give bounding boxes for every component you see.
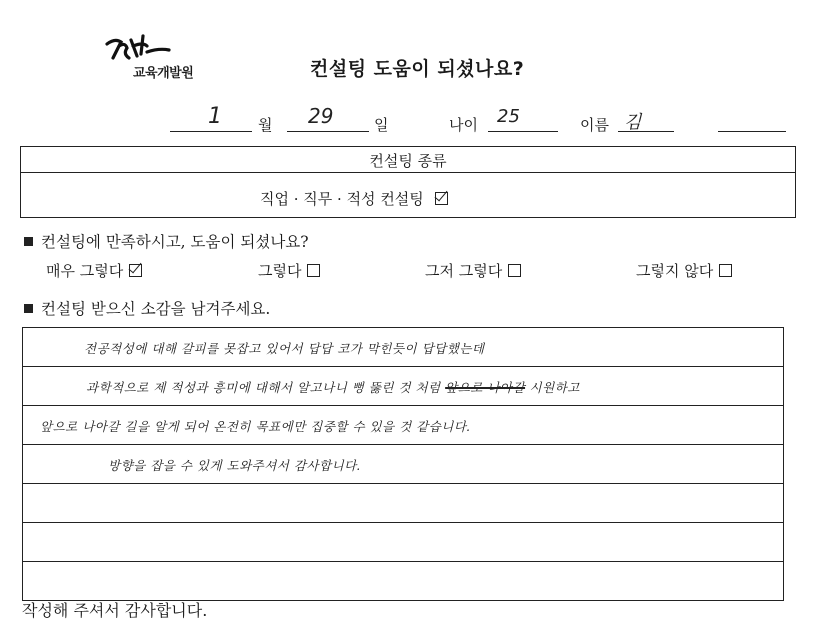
day-value: 29	[308, 104, 334, 128]
page-title: 컨설팅 도움이 되셨나요?	[310, 58, 525, 80]
institute-logo	[103, 32, 223, 82]
checkbox-neutral[interactable]	[508, 264, 521, 277]
name-label: 이름	[580, 116, 609, 134]
consult-type-header: 컨설팅 종류	[369, 152, 447, 170]
feedback-line-4: 방향을 잡을 수 있게 도와주셔서 감사합니다.	[108, 458, 362, 473]
day-label: 일	[374, 116, 389, 134]
consult-type-label: 직업 · 직무 · 적성 컨설팅	[260, 190, 424, 208]
option-very-satisfied[interactable]: 매우 그렇다	[46, 260, 142, 281]
bullet-icon	[24, 304, 33, 313]
question-2	[24, 297, 270, 319]
option-not-satisfied[interactable]: 그렇지 않다	[636, 260, 732, 281]
age-underline	[488, 131, 558, 132]
bullet-icon	[24, 237, 33, 246]
option-neutral[interactable]: 그저 그렇다	[425, 260, 521, 281]
age-label: 나이	[449, 116, 478, 134]
month-label: 월	[258, 116, 273, 134]
question-1	[24, 230, 309, 252]
month-underline	[170, 131, 252, 132]
line-divider	[23, 366, 783, 367]
feedback-line-3: 앞으로 나아갈 길을 알게 되어 온전히 목표에만 집중할 수 있을 것 같습니다.	[40, 419, 471, 434]
feedback-line-1: 전공적성에 대해 갈피를 못잡고 있어서 답답 코가 막힌듯이 답답했는데	[84, 341, 485, 356]
line-divider	[23, 483, 783, 484]
line-divider	[23, 561, 783, 562]
extra-underline	[718, 131, 786, 132]
footer-thanks: 작성해 주셔서 감사합니다.	[22, 601, 208, 620]
question-2-text: 컨설팅 받으신 소감을 남겨주세요.	[41, 300, 271, 318]
question-1-text: 컨설팅에 만족하시고, 도움이 되셨나요?	[41, 233, 309, 251]
name-value: 김	[624, 112, 642, 133]
line-divider	[23, 444, 783, 445]
feedback-line-2: 과학적으로 제 적성과 흥미에 대해서 알고나니 뻥 뚫린 것 처럼 앞으로 나아갈 시원하고	[86, 380, 580, 395]
consult-type-item	[260, 188, 448, 209]
day-underline	[287, 131, 369, 132]
checkbox-not-satisfied[interactable]	[719, 264, 732, 277]
option-satisfied[interactable]: 그렇다	[258, 260, 320, 281]
checkbox-satisfied[interactable]	[307, 264, 320, 277]
line-divider	[23, 522, 783, 523]
logo-subtitle: 교육개발원	[133, 66, 194, 81]
age-value: 25	[497, 106, 520, 127]
struck-text: 앞으로 나아갈	[445, 380, 526, 395]
checkbox-very-satisfied[interactable]	[129, 264, 142, 277]
logo-signature-icon	[103, 32, 173, 66]
consult-type-divider	[20, 172, 796, 173]
consult-type-checkbox[interactable]	[435, 192, 448, 205]
month-value: 1	[208, 104, 222, 129]
line-divider	[23, 405, 783, 406]
